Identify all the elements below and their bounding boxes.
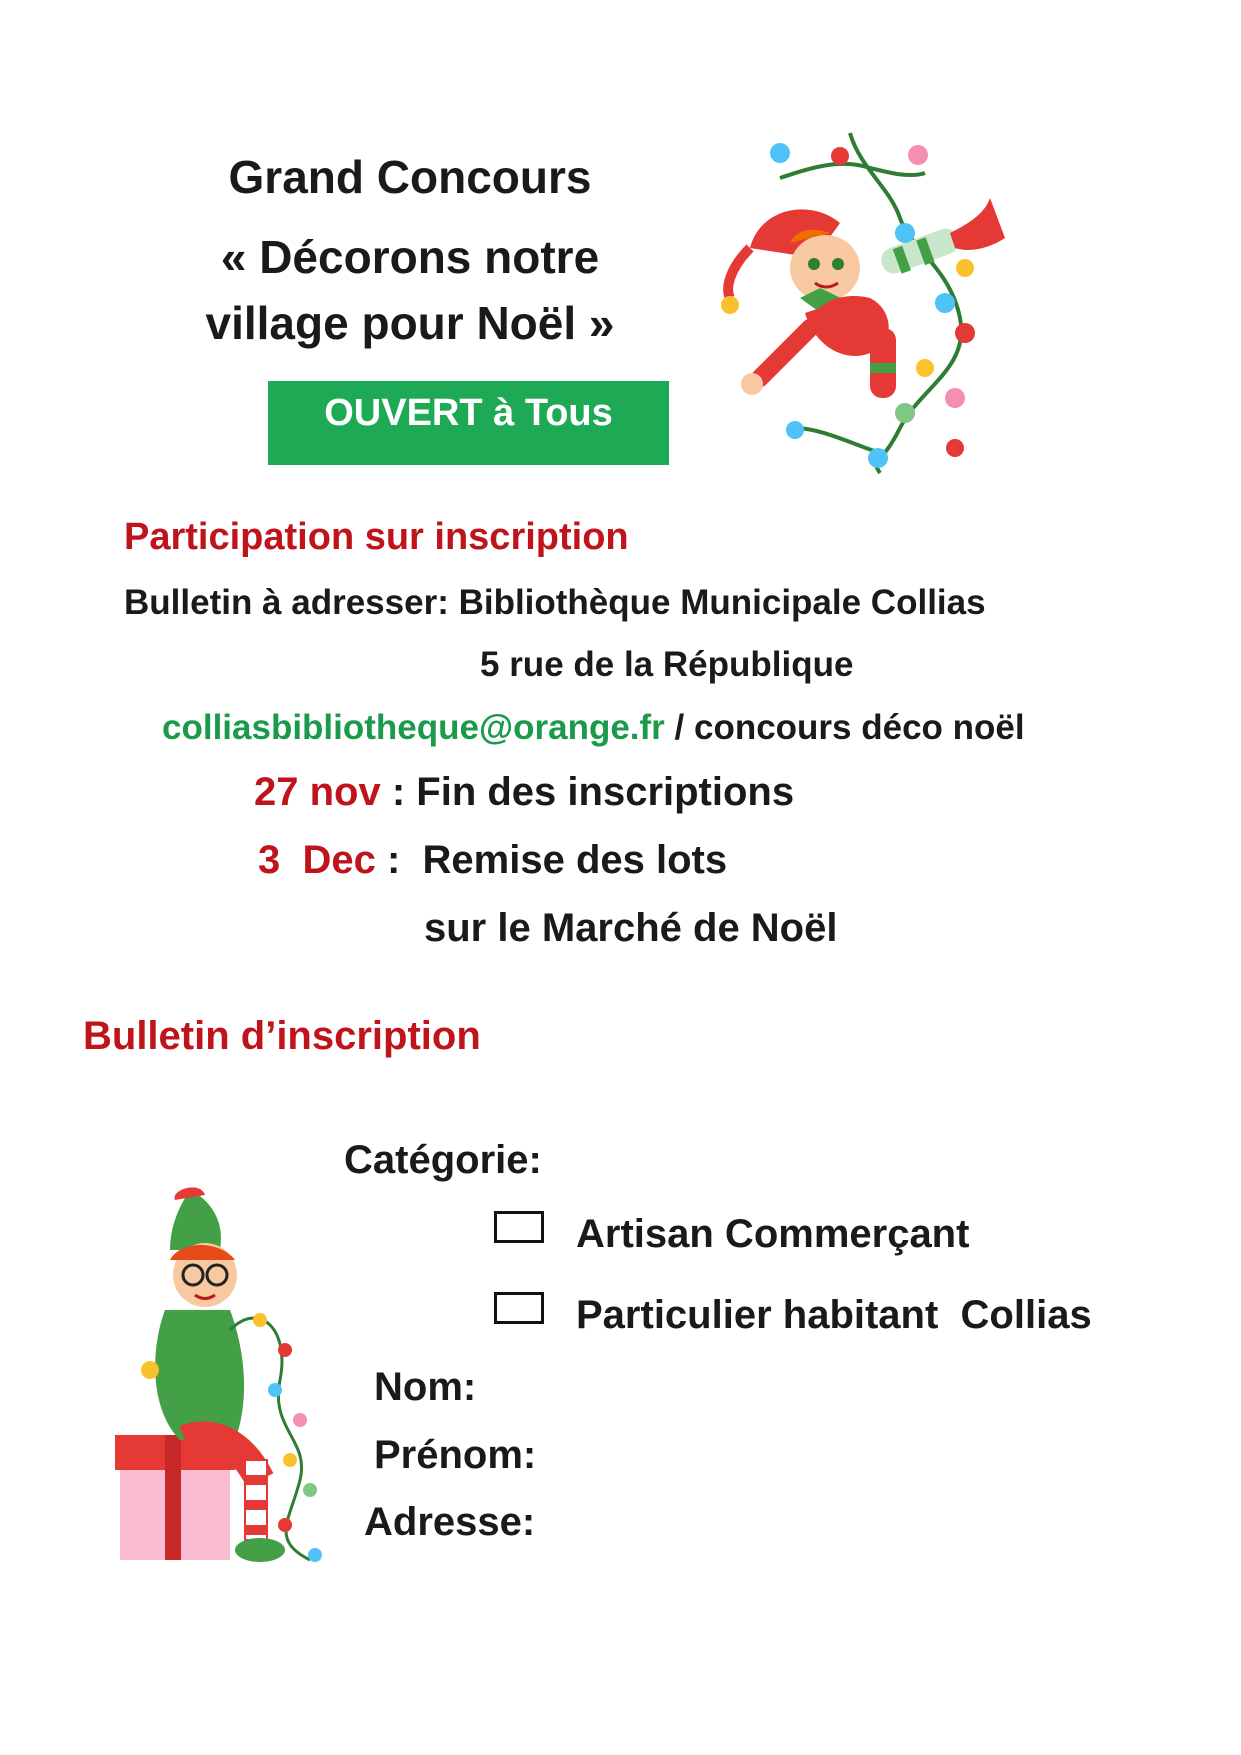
form-heading: Bulletin d’inscription [83,1014,481,1058]
option-artisan-label: Artisan Commerçant [576,1212,970,1256]
email-suffix: / concours déco noël [664,708,1025,747]
title-line-3: village pour Noël » [205,297,615,349]
street-address: 5 rue de la République [480,645,854,684]
checkbox-artisan[interactable] [494,1211,544,1243]
date-2: 3 Dec [258,838,376,882]
date-1: 27 nov [254,770,381,814]
option-particulier-label: Particulier habitant Collias [576,1293,1092,1337]
open-to-all-banner: OUVERT à Tous [268,381,669,465]
participation-heading: Participation sur inscription [124,516,629,558]
adresse-label: Adresse: [364,1500,536,1544]
date-1-text: : Fin des inscriptions [380,770,795,814]
elf-with-lights-icon [720,128,1090,478]
title-line-1: Grand Concours [228,151,592,203]
email-line [162,708,1025,748]
nom-label: Nom: [374,1365,477,1409]
checkbox-particulier[interactable] [494,1292,544,1324]
email-link[interactable]: colliasbibliotheque@orange.fr [162,708,665,747]
date-line-1 [254,770,794,815]
category-label: Catégorie: [344,1138,542,1182]
date-2-text: : Remise des lots [375,838,728,882]
elf-on-gift-icon [110,1180,360,1580]
date-line-2b: sur le Marché de Noël [424,906,838,950]
date-line-2 [258,838,727,883]
bulletin-address: Bulletin à adresser: Bibliothèque Municipale Collias [124,583,986,622]
prenom-label: Prénom: [374,1433,537,1477]
title-line-2: « Décorons notre [220,231,600,283]
